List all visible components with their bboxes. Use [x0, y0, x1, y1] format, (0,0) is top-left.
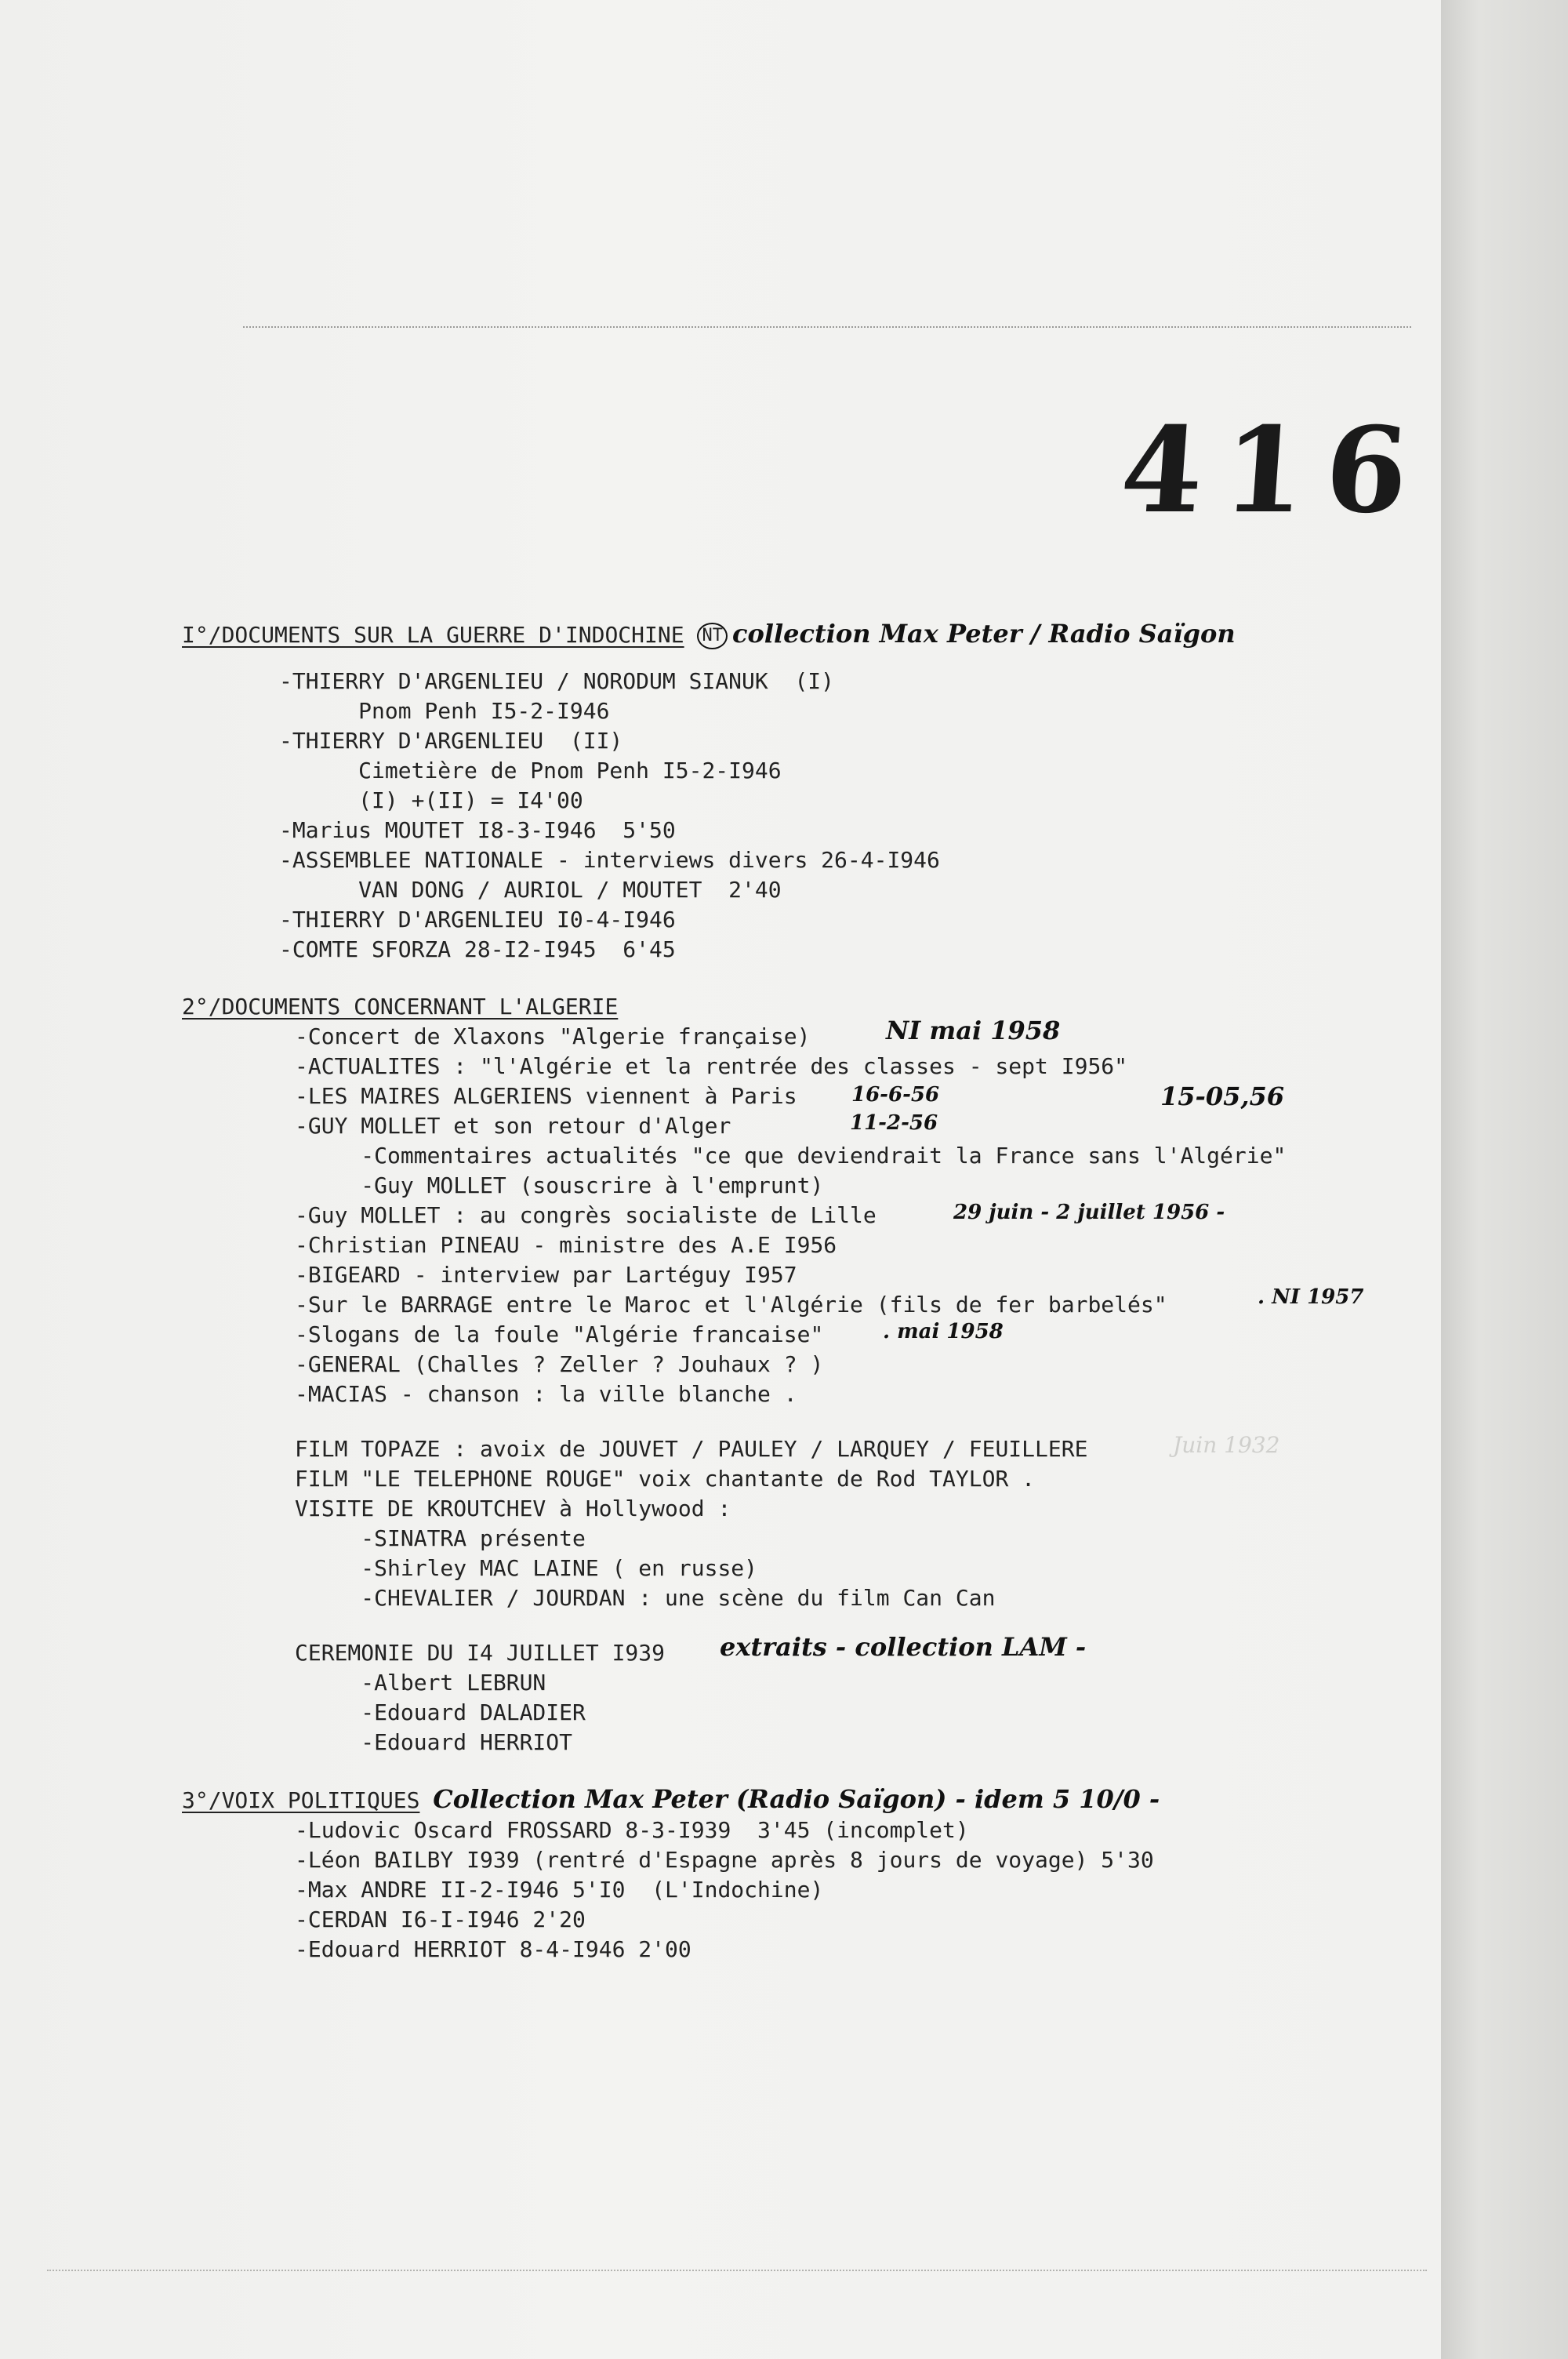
section2-heading: 2°/DOCUMENTS CONCERNANT L'ALGERIE: [182, 994, 619, 1020]
section1-line: VAN DONG / AURIOL / MOUTET 2'40: [279, 877, 782, 903]
section2-line: -Slogans de la foule "Algérie francaise": [295, 1321, 824, 1347]
section1-line: (I) +(II) = I4'00: [279, 787, 583, 813]
page-edge-shadow: [1441, 0, 1568, 2359]
ceremonie-line: -Edouard HERRIOT: [295, 1729, 573, 1755]
section2-line: -BIGEARD - interview par Lartéguy I957: [295, 1262, 797, 1288]
fold-line: [243, 326, 1411, 328]
section1-line: -Marius MOUTET I8-3-I946 5'50: [279, 817, 676, 843]
section3-heading: 3°/VOIX POLITIQUES: [182, 1787, 420, 1813]
handwritten-note-slogans: . mai 1958: [883, 1320, 1004, 1343]
section3-line: -CERDAN I6-I-I946 2'20: [295, 1906, 586, 1932]
section3-line: -Edouard HERRIOT 8-4-I946 2'00: [295, 1936, 691, 1962]
section2-line: -GENERAL (Challes ? Zeller ? Jouhaux ? ): [295, 1351, 824, 1377]
handwritten-note-concert: NI mai 1958: [886, 1016, 1061, 1045]
bottom-dotted-line: [47, 2270, 1427, 2271]
section2-line: -MACIAS - chanson : la ville blanche .: [295, 1381, 797, 1407]
section1-line: -THIERRY D'ARGENLIEU / NORODUM SIANUK (I): [279, 668, 835, 694]
section1-line: -ASSEMBLEE NATIONALE - interviews divers 26-4-I946: [279, 847, 940, 873]
section2-heading-row: [182, 994, 618, 1020]
section1-heading: I°/DOCUMENTS SUR LA GUERRE D'INDOCHINE: [182, 622, 684, 648]
section1-line: -THIERRY D'ARGENLIEU (II): [279, 728, 623, 754]
section1-line: Pnom Penh I5-2-I946: [279, 698, 610, 724]
section2-line: -ACTUALITES : "l'Algérie et la rentrée des classes - sept I956": [295, 1053, 1128, 1079]
handwritten-note-congres: 29 juin - 2 juillet 1956 -: [953, 1201, 1225, 1224]
section2-line: -Concert de Xlaxons "Algerie française): [295, 1023, 811, 1049]
films-line: FILM TOPAZE : avoix de JOUVET / PAULEY / LARQUEY / FEUILLERE: [295, 1436, 1088, 1462]
section2-line: -Guy MOLLET : au congrès socialiste de Lille: [295, 1202, 877, 1228]
section1-line: -COMTE SFORZA 28-I2-I945 6'45: [279, 936, 676, 962]
annotation-circled-mark: NT: [697, 623, 728, 649]
page-number-stamp: 416: [1116, 402, 1433, 540]
handwritten-note-barrage: . NI 1957: [1258, 1285, 1364, 1309]
ceremonie-line: -Edouard DALADIER: [295, 1699, 586, 1725]
films-line: -SINATRA présente: [295, 1525, 586, 1551]
section2-line: -Guy MOLLET (souscrire à l'emprunt): [295, 1172, 824, 1198]
section1-annotation: collection Max Peter / Radio Saïgon: [731, 619, 1236, 649]
ceremonie-line: -Albert LEBRUN: [295, 1670, 546, 1696]
section3-annotation: Collection Max Peter (Radio Saïgon) - idem 5 10/0 -: [433, 1784, 1160, 1814]
handwritten-note-maires-date: 16-6-56: [851, 1083, 940, 1107]
section3-heading-row: [182, 1784, 1160, 1814]
ceremonie-annotation: extraits - collection LAM -: [720, 1632, 1087, 1662]
films-line: FILM "LE TELEPHONE ROUGE" voix chantante de Rod TAYLOR .: [295, 1466, 1036, 1492]
section3-line: -Max ANDRE II-2-I946 5'I0 (L'Indochine): [295, 1877, 824, 1903]
section2-line: -Commentaires actualités "ce que deviendrait la France sans l'Algérie": [295, 1143, 1287, 1169]
faint-pencil-note: Juin 1932: [1173, 1432, 1280, 1458]
films-line: -CHEVALIER / JOURDAN : une scène du film Can Can: [295, 1585, 996, 1611]
section1-line: Cimetière de Pnom Penh I5-2-I946: [279, 758, 782, 783]
handwritten-note-maires-right: 15-05,56: [1160, 1081, 1285, 1111]
section2-line: -LES MAIRES ALGERIENS viennent à Paris: [295, 1083, 797, 1109]
films-line: -Shirley MAC LAINE ( en russe): [295, 1555, 758, 1581]
section3-line: -Léon BAILBY I939 (rentré d'Espagne après 8 jours de voyage) 5'30: [295, 1847, 1154, 1873]
films-line: VISITE DE KROUTCHEV à Hollywood :: [295, 1496, 731, 1521]
section1-heading-row: [182, 621, 1236, 649]
section2-line: -Sur le BARRAGE entre le Maroc et l'Algérie (fils de fer barbelés": [295, 1292, 1167, 1318]
section1-line: -THIERRY D'ARGENLIEU I0-4-I946: [279, 907, 676, 932]
section2-line: -Christian PINEAU - ministre des A.E I956: [295, 1232, 837, 1258]
section2-line: -GUY MOLLET et son retour d'Alger: [295, 1113, 731, 1139]
ceremonie-title: CEREMONIE DU I4 JUILLET I939: [295, 1640, 666, 1666]
handwritten-note-mollet-date: 11-2-56: [850, 1111, 938, 1135]
section3-line: -Ludovic Oscard FROSSARD 8-3-I939 3'45 (incomplet): [295, 1817, 969, 1843]
